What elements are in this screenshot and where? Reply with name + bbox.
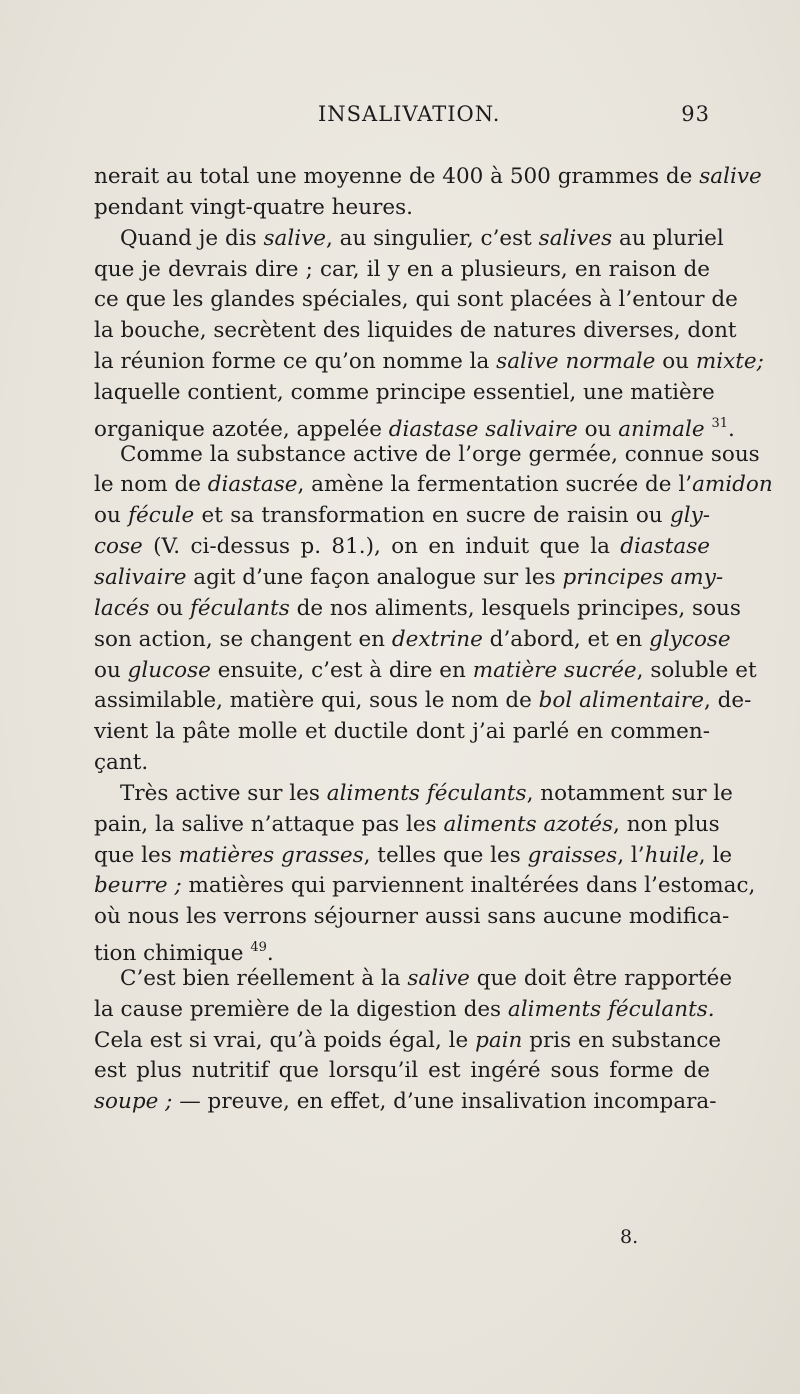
- text-line: [94, 902, 730, 933]
- running-head: INSALIVATION.: [318, 102, 501, 126]
- text-run: ou: [577, 416, 619, 442]
- text-run: ensuite, c’est à dire en: [210, 657, 473, 683]
- text-run: ou: [149, 595, 190, 621]
- text-run: son action, se changent en: [94, 626, 392, 652]
- italic-term: pain: [475, 1027, 523, 1053]
- text-line: [94, 594, 741, 625]
- italic-term: diastase: [207, 472, 298, 498]
- text-run: pendant vingt-quatre heures.: [94, 194, 413, 220]
- italic-term: huile: [644, 842, 699, 868]
- text-run: d’abord, et en: [482, 626, 650, 652]
- text-run: ou: [655, 349, 696, 375]
- text-line: [94, 193, 710, 224]
- text-run: la bouche, secrètent des liquides de natures diverses, dont: [94, 318, 737, 344]
- italic-term: salive normale: [496, 349, 656, 375]
- text-run: , telles que les: [363, 842, 528, 868]
- text-run: — preuve, en effet, d’une insalivation incompara-: [172, 1089, 717, 1115]
- text-run: que les: [94, 842, 179, 868]
- text-run: C’est bien réellement à la: [120, 965, 408, 991]
- text-run: ou: [94, 657, 128, 683]
- note-reference: 31: [711, 415, 728, 431]
- text-run: ce que les glandes spéciales, qui sont placées à l’entour de: [94, 287, 738, 313]
- text-run: .: [727, 416, 735, 442]
- italic-term: bol alimentaire: [538, 688, 704, 714]
- text-run: au pluriel: [612, 225, 724, 251]
- text-line: [94, 995, 715, 1026]
- text-line: [94, 470, 773, 501]
- text-run: Comme la substance active de l’orge germée, connue sous: [120, 441, 760, 467]
- text-run: nerait au total une moyenne de 400 à 500 grammes de: [94, 164, 700, 189]
- italic-term: diastase: [620, 534, 710, 560]
- text-line: [94, 748, 710, 779]
- text-line: [94, 779, 733, 810]
- text-run: Quand je dis: [120, 225, 264, 251]
- text-run: Cela est si vrai, qu’à poids égal, le: [94, 1027, 476, 1053]
- text-run: ou: [94, 503, 129, 529]
- italic-term: salivaire: [94, 564, 187, 590]
- text-line: [94, 1026, 722, 1057]
- text-line: [94, 656, 757, 687]
- text-line: [94, 933, 710, 967]
- italic-term: matières grasses: [178, 842, 364, 868]
- text-run: , au singulier, c’est: [325, 225, 539, 251]
- text-run: , de-: [703, 688, 752, 714]
- italic-term: glucose: [127, 657, 211, 683]
- italic-term: salive: [263, 225, 326, 251]
- text-line: [94, 347, 764, 378]
- text-run: agit d’une façon analogue sur les: [186, 564, 563, 590]
- text-line: [94, 871, 756, 902]
- text-line: [94, 501, 710, 532]
- text-run: , le: [698, 842, 733, 868]
- text-line: [94, 532, 710, 563]
- page-number: 93: [681, 102, 710, 126]
- italic-term: salive: [699, 164, 762, 189]
- italic-term: salives: [538, 225, 613, 251]
- italic-term: aliments féculants: [326, 780, 527, 806]
- text-run: Très active sur les: [120, 780, 327, 806]
- text-line: [94, 162, 762, 193]
- italic-term: graisses: [527, 842, 618, 868]
- italic-term: gly-: [669, 503, 710, 529]
- italic-term: lacés: [94, 595, 150, 621]
- text-run: et sa transformation en sucre de raisin ou: [194, 503, 670, 529]
- text-run: .: [266, 941, 274, 967]
- text-line: [94, 440, 760, 471]
- text-line: [94, 1087, 717, 1118]
- text-line: [94, 409, 735, 442]
- text-run: pris en substance: [522, 1027, 722, 1053]
- text-line: [94, 563, 724, 594]
- text-line: [94, 224, 724, 255]
- text-run: que doit être rapportée: [469, 965, 733, 991]
- text-run: où nous les verrons séjourner aussi sans aucune modifica-: [94, 904, 730, 930]
- text-line: [94, 285, 738, 316]
- text-line: [94, 1056, 710, 1087]
- signature-mark: 8.: [620, 1226, 639, 1248]
- italic-term: soupe ;: [94, 1089, 173, 1115]
- text-run: la réunion forme ce qu’on nomme la: [94, 349, 497, 375]
- italic-term: salive: [407, 965, 470, 991]
- text-run: est plus nutritif que lorsqu’il est ingéré sous forme de: [94, 1058, 710, 1084]
- text-run: , notamment sur le: [526, 780, 733, 806]
- italic-term: cose: [94, 534, 143, 560]
- text-run: , non plus: [613, 811, 720, 837]
- text-run: tion chimique: [94, 941, 251, 967]
- text-run: (V. ci-dessus p. 81.), on en induit que la: [142, 534, 621, 560]
- text-line: [94, 686, 752, 717]
- italic-term: matière sucrée: [472, 657, 637, 683]
- text-run: le nom de: [94, 472, 208, 498]
- text-run: çant.: [94, 750, 149, 776]
- italic-term: féculants: [189, 595, 290, 621]
- italic-term: fécule: [128, 503, 195, 529]
- text-line: [94, 378, 715, 409]
- text-line: [94, 841, 733, 872]
- text-line: [94, 625, 731, 656]
- text-run: matières qui parviennent inaltérées dans l’estomac,: [181, 873, 756, 899]
- text-run: organique azotée, appelée: [94, 416, 389, 442]
- italic-term: mixte;: [695, 349, 764, 375]
- text-run: pain, la salive n’attaque pas les: [94, 811, 444, 837]
- text-run: , soluble et: [636, 657, 757, 683]
- italic-term: beurre ;: [94, 873, 182, 899]
- italic-term: diastase salivaire: [388, 416, 578, 442]
- body-text: [94, 162, 773, 1118]
- text-run: vient la pâte molle et ductile dont j’ai parlé en commen-: [94, 719, 710, 745]
- text-run: la cause première de la digestion des: [94, 996, 508, 1022]
- text-line: [94, 316, 737, 347]
- italic-term: glycose: [649, 626, 731, 652]
- text-run: que je devrais dire ; car, il y en a plusieurs, en raison de: [94, 256, 710, 282]
- text-run: assimilable, matière qui, sous le nom de: [94, 688, 539, 714]
- italic-term: amidon: [692, 472, 773, 498]
- italic-term: animale: [618, 416, 705, 442]
- italic-term: aliments azotés: [443, 811, 614, 837]
- text-line: [94, 255, 710, 286]
- italic-term: dextrine: [391, 626, 483, 652]
- text-run: , l’: [617, 842, 645, 868]
- text-run: de nos aliments, lesquels principes, sous: [289, 595, 741, 621]
- text-run: laquelle contient, comme principe essentiel, une matière: [94, 379, 715, 405]
- text-run: , amène la fermentation sucrée de l’: [297, 472, 693, 498]
- italic-term: aliments féculants.: [507, 996, 715, 1022]
- note-reference: 49: [250, 940, 267, 956]
- text-line: [94, 717, 710, 748]
- page-header: [90, 102, 710, 134]
- italic-term: principes amy-: [562, 564, 724, 590]
- text-line: [94, 810, 720, 841]
- text-line: [94, 964, 733, 995]
